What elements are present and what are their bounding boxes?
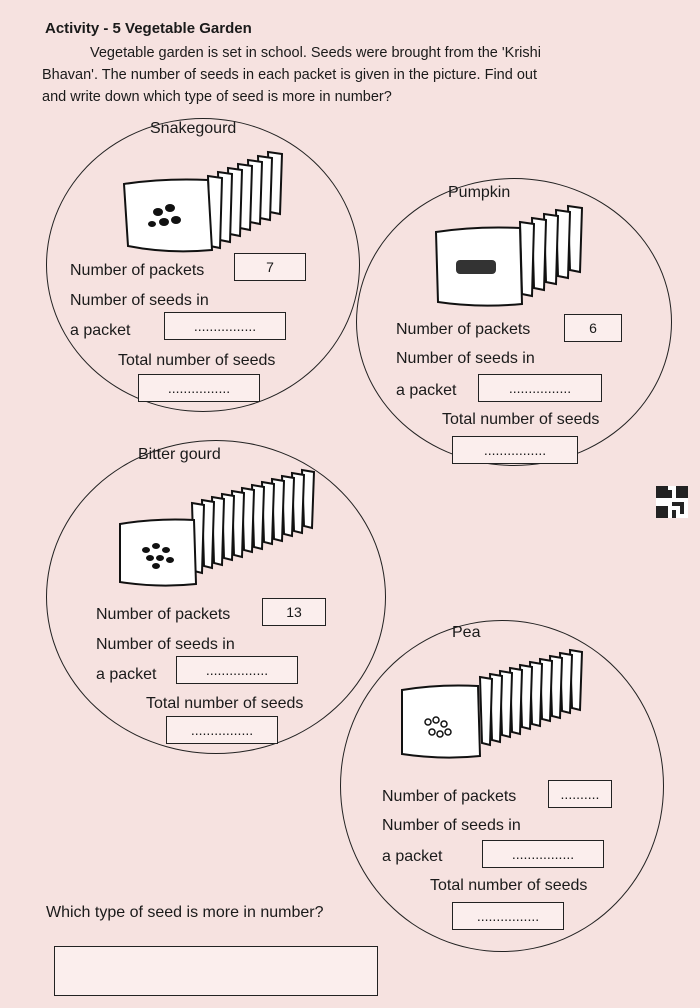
pea-seeds-in-label: Number of seeds in (382, 817, 521, 834)
snakegourd-a-packet-label: a packet (70, 322, 131, 339)
final-answer-input[interactable] (54, 946, 378, 996)
pea-name: Pea (452, 624, 481, 641)
snakegourd-total-label: Total number of seeds (118, 352, 276, 369)
bittergourd-packets-box: 13 (262, 598, 326, 626)
bittergourd-name: Bitter gourd (138, 446, 221, 463)
snakegourd-seeds-per-packet-input[interactable]: ................ (164, 312, 286, 340)
bittergourd-total-label: Total number of seeds (146, 695, 304, 712)
pea-packets-image (398, 646, 590, 766)
pumpkin-packets-image (432, 202, 592, 314)
snakegourd-name: Snakegourd (150, 120, 237, 137)
pumpkin-packets-box: 6 (564, 314, 622, 342)
bittergourd-total-input[interactable]: ................ (166, 716, 278, 744)
intro-line-1: Vegetable garden is set in school. Seeds were brought from the 'Krishi (90, 45, 541, 61)
bittergourd-packets-label: Number of packets (96, 606, 231, 623)
intro-line-2: Bhavan'. The number of seeds in each packet is given in the picture. Find out (42, 67, 537, 83)
snakegourd-seeds-in-label: Number of seeds in (70, 292, 209, 309)
pumpkin-seeds-per-packet-input[interactable]: ................ (478, 374, 602, 402)
pea-packets-input[interactable]: .......... (548, 780, 612, 808)
pea-seeds-per-packet-input[interactable]: ................ (482, 840, 604, 868)
bittergourd-packets-image (116, 466, 320, 590)
pea-total-input[interactable]: ................ (452, 902, 564, 930)
snakegourd-packets-image (118, 146, 288, 258)
final-question: Which type of seed is more in number? (46, 904, 324, 921)
pea-packets-label: Number of packets (382, 788, 517, 805)
snakegourd-packets-label: Number of packets (70, 262, 205, 279)
qr-code-icon (656, 486, 688, 518)
bittergourd-seeds-in-label: Number of seeds in (96, 636, 235, 653)
pumpkin-total-label: Total number of seeds (442, 411, 600, 428)
pea-a-packet-label: a packet (382, 848, 443, 865)
activity-title: Activity - 5 Vegetable Garden (45, 20, 252, 37)
snakegourd-total-input[interactable]: ................ (138, 374, 260, 402)
intro-line-3: and write down which type of seed is more in number? (42, 89, 392, 105)
pumpkin-name: Pumpkin (448, 184, 511, 201)
pumpkin-seed-icon (456, 260, 496, 274)
snakegourd-packets-box: 7 (234, 253, 306, 281)
pumpkin-packets-label: Number of packets (396, 321, 531, 338)
pumpkin-seeds-in-label: Number of seeds in (396, 350, 535, 367)
intro-paragraph (42, 42, 672, 108)
pea-total-label: Total number of seeds (430, 877, 588, 894)
pumpkin-a-packet-label: a packet (396, 382, 457, 399)
pumpkin-total-input[interactable]: ................ (452, 436, 578, 464)
bittergourd-seeds-per-packet-input[interactable]: ................ (176, 656, 298, 684)
bittergourd-a-packet-label: a packet (96, 666, 157, 683)
